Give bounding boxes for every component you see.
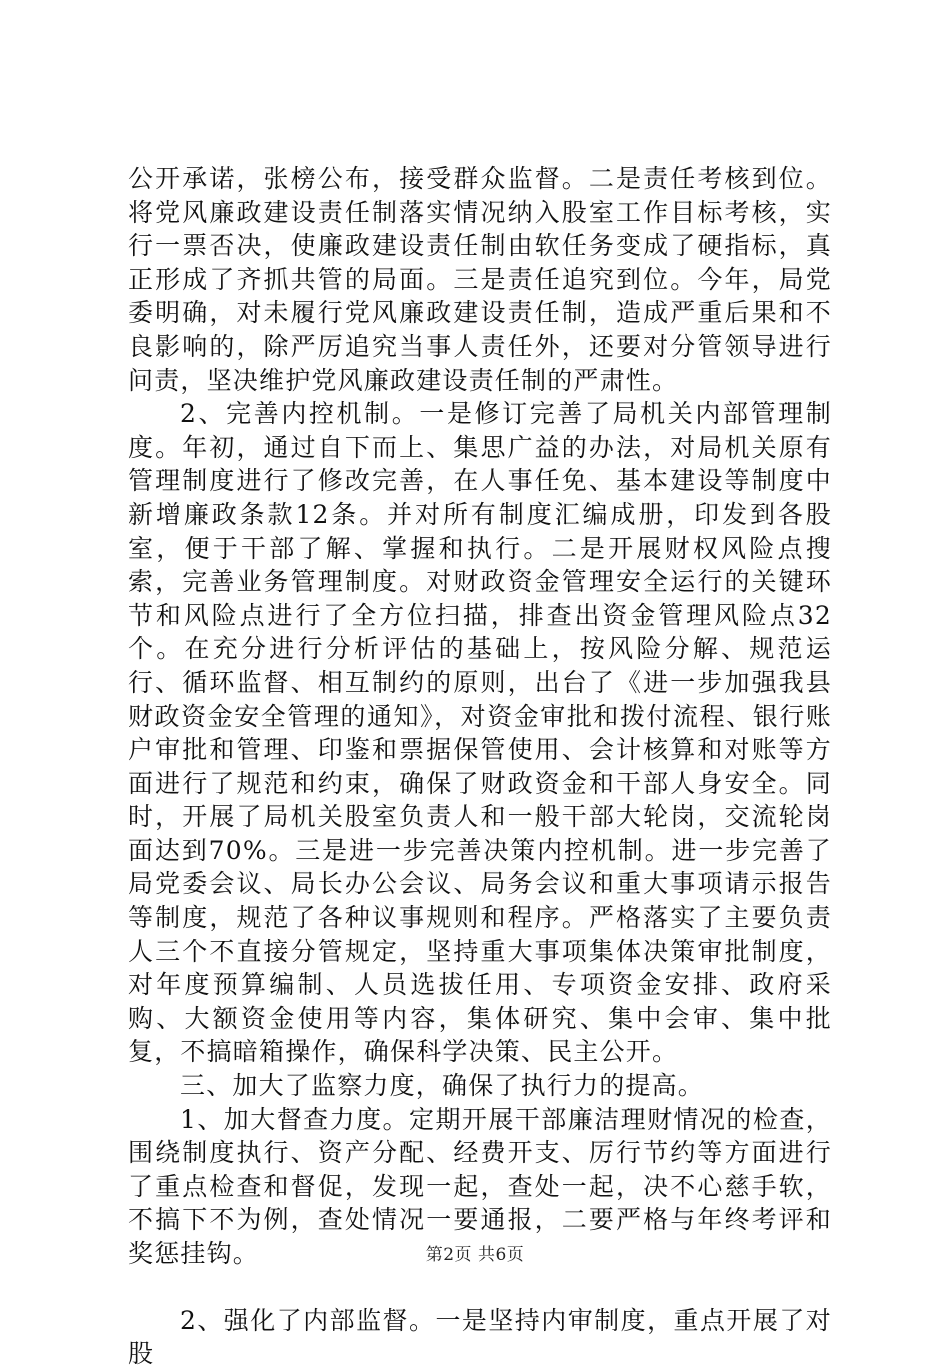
paragraph-continuation: 公开承诺，张榜公布，接受群众监督。二是责任考核到位。将党风廉政建设责任制落实情况纳入股室工作目标考核，实行一票否决，使廉政建设责任制由软任务变成了硬指标，真正形成了齐抓共管的局面。三是责任追究到位。今年，局党委明确，对未履行党风廉政建设责任制，造成严重后果和不良影响的，除严厉追究当事人责任外，还要对分管领导进行问责，坚决维护党风廉政建设责任制的严肃性。: [128, 164, 832, 395]
paragraph-internal-control: 2、完善内控机制。一是修订完善了局机关内部管理制度。年初，通过自下而上、集思广益的办法，对局机关原有管理制度进行了修改完善，在人事任免、基本建设等制度中新增廉政条款12条。并对所有制度汇编成册，印发到各股室，便于干部了解、掌握和执行。二是开展财权风险点搜索，完善业务管理制度。对财政资金管理安全运行的关键环节和风险点进行了全方位扫描，排查出资金管理风险点32个。在充分进行分析评估的基础上，按风险分解、规范运行、循环监督、相互制约的原则，出台了《进一步加强我县财政资金安全管理的通知》，对资金审批和拨付流程、银行账户审批和管理、印鉴和票据保管使用、会计核算和对账等方面进行了规范和约束，确保了财政资金和干部人身安全。同时，开展了局机关股室负责人和一般干部大轮岗，交流轮岗面达到70%。三是进一步完善决策内控机制。进一步完善了局党委会议、局长办公会议、局务会议和重大事项请示报告等制度，规范了各种议事规则和程序。严格落实了主要负责人三个不直接分管规定，坚持重大事项集体决策审批制度，对年度预算编制、人员选拔任用、专项资金安排、政府采购、大额资金使用等内容，集体研究、集中会审、集中批复，不搞暗箱操作，确保科学决策、民主公开。: [128, 399, 832, 1067]
paragraph-inspection: 1、加大督查力度。定期开展干部廉洁理财情况的检查，围绕制度执行、资产分配、经费开支、厉行节约等方面进行了重点检查和督促，发现一起，查处一起，决不心慈手软，不搞下不为例，查处情况一要通报，二要严格与年终考评和奖惩挂钩。: [128, 1104, 832, 1268]
page-footer: 第2页 共6页: [425, 1245, 525, 1265]
paragraph-internal-supervision: 2、强化了内部监督。一是坚持内审制度，重点开展了对股: [128, 1305, 832, 1369]
section-heading-supervision: 三、加大了监察力度，确保了执行力的提高。: [180, 1071, 705, 1101]
document-body: [128, 162, 832, 1371]
paragraph-gap: [128, 1271, 832, 1304]
